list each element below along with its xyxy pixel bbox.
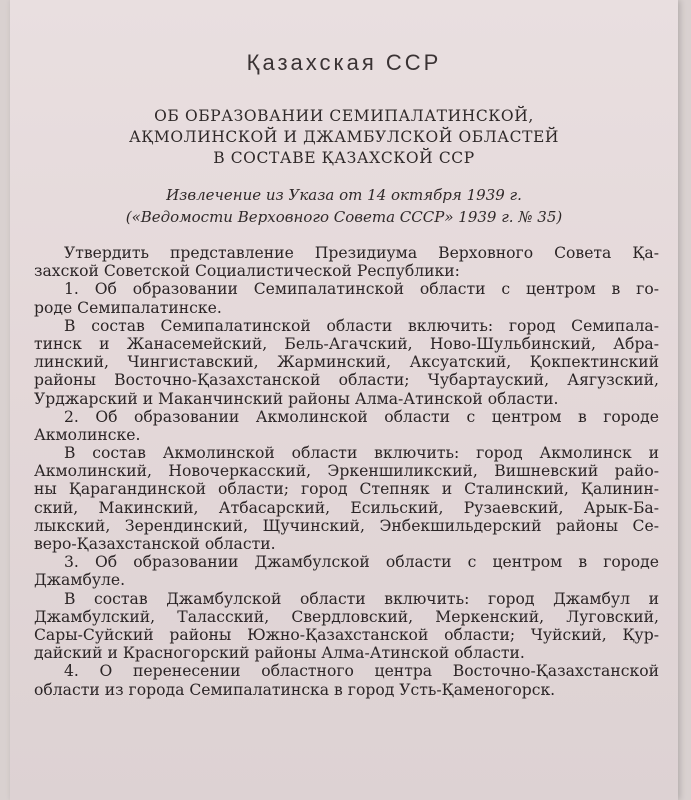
source-line: («Ведомости Верховного Совета СССР» 1939 г. № 35) [125, 208, 563, 226]
body-line: ский, Макинский, Атбасарский, Есильский, Рузаевский, Арык-Ба- [34, 498, 659, 517]
body-line: Джамбулский, Таласский, Свердловский, Меркенский, Луговский, [34, 607, 659, 626]
body-line: В состав Семипалатинской области включить: город Семипала- [64, 316, 659, 335]
republic-heading: Қазахская ССР [246, 50, 442, 75]
body-line: линский, Чингиставский, Жарминский, Аксуатский, Қокпектинский [34, 353, 659, 372]
title-line: В СОСТАВЕ ҚАЗАХСКОЙ ССР [213, 149, 475, 167]
decree-body [34, 244, 659, 699]
document-page [10, 0, 678, 800]
decree-title [10, 106, 678, 169]
body-line: районы Восточно-Қазахстанской области; Чубартауский, Аягузский, [34, 371, 659, 390]
body-line: ны Қарагандинской области; город Степняк и Сталинский, Қалинин- [34, 480, 659, 499]
body-line: области из города Семипалатинска в город Усть-Қаменогорск. [34, 680, 556, 699]
body-line: В состав Джамбулской области включить: город Джамбул и [64, 589, 659, 608]
body-line: Акмолинске. [34, 425, 141, 444]
body-line: лыкский, Зерендинский, Щучинский, Энбекшильдерский районы Се- [34, 516, 659, 535]
body-line: захской Советской Социалистической Республики: [34, 262, 460, 281]
body-line: веро-Қазахстанской области. [34, 535, 276, 553]
body-line: Акмолинский, Новочеркасский, Эркеншиликский, Вишневский райо- [34, 462, 659, 481]
body-line: 2. Об образовании Акмолинской области с центром в городе [64, 407, 659, 426]
body-line: 3. Об образовании Джамбулской области с центром в городе [64, 553, 659, 572]
decree-source [10, 184, 678, 228]
body-line: Сары-Суйский районы Южно-Қазахстанской области; Чуйский, Қур- [34, 625, 659, 644]
source-line: Извлечение из Указа от 14 октября 1939 г. [166, 186, 522, 204]
body-line: Утвердить представление Президиума Верховного Совета Қа- [64, 244, 659, 262]
body-line: Джамбуле. [34, 571, 126, 590]
body-line: 1. Об образовании Семипалатинской области с центром в го- [64, 280, 659, 299]
body-line: В состав Акмолинской области включить: город Акмолинск и [64, 444, 659, 463]
title-line: ОБ ОБРАЗОВАНИИ СЕМИПАЛАТИНСКОЙ, [154, 107, 534, 125]
body-line: дайский и Красногорский районы Алма-Атинской области. [34, 644, 525, 663]
body-line: роде Семипалатинске. [34, 298, 222, 317]
body-line: 4. О перенесении областного центра Восточно-Қазахстанской [64, 662, 659, 681]
body-line: Урджарский и Маканчинский районы Алма-Атинской области. [34, 389, 559, 408]
body-line: тинск и Жанасемейский, Бель-Агачский, Ново-Шульбинский, Абра- [34, 334, 659, 353]
title-line: АҚМОЛИНСКОЙ И ДЖАМБУЛСКОЙ ОБЛАСТЕЙ [128, 128, 560, 146]
